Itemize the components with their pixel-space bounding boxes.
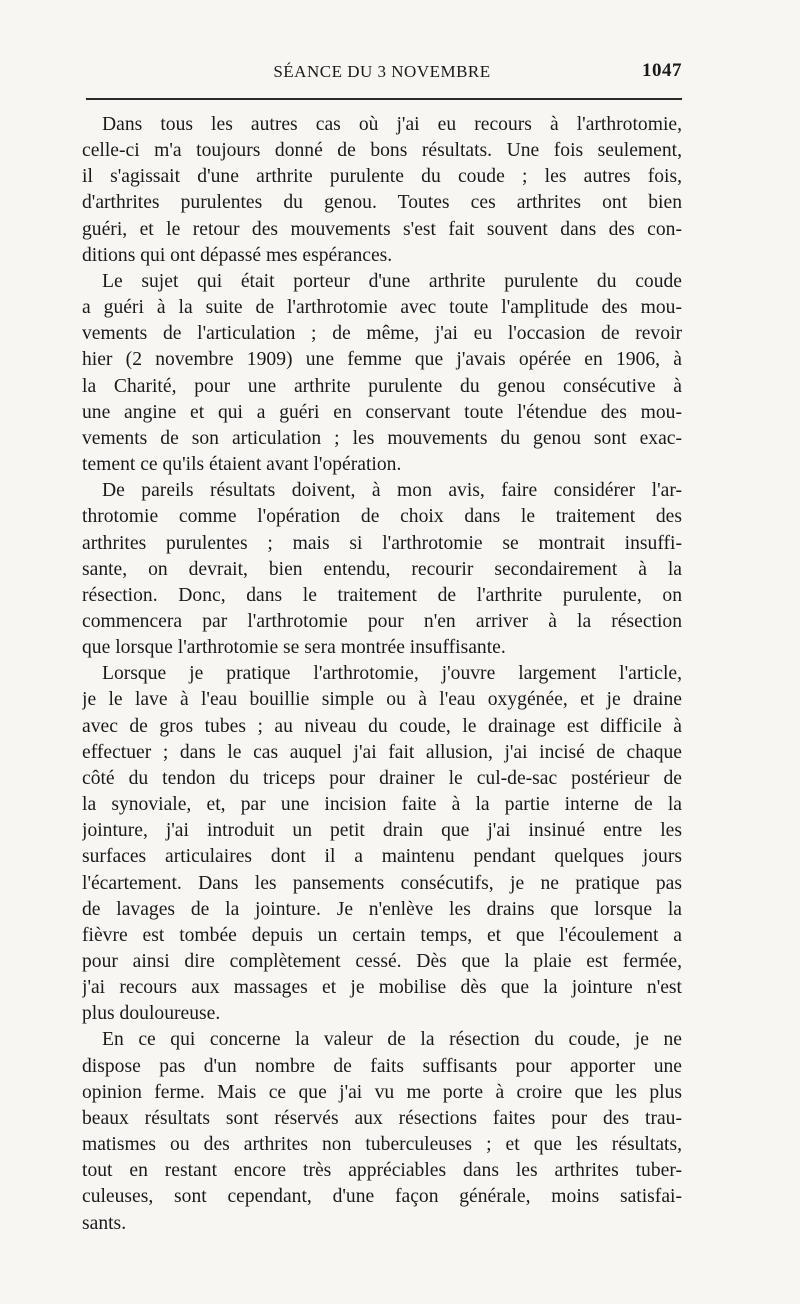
paragraph bbox=[82, 661, 682, 1027]
paragraph bbox=[82, 112, 682, 269]
text-line: matismes ou des arthrites non tuberculeuses ; et que les résultats, bbox=[82, 1134, 682, 1156]
text-line: arthrites purulentes ; mais si l'arthrotomie se montrait insuffi- bbox=[82, 532, 682, 554]
text-line: vements de son articulation ; les mouvements du genou sont exac- bbox=[82, 427, 682, 449]
text-line: résection. Donc, dans le traitement de l'arthrite purulente, on bbox=[82, 584, 682, 606]
text-line: côté du tendon du triceps pour drainer le cul-de-sac postérieur de bbox=[82, 767, 682, 789]
text-line: opinion ferme. Mais ce que j'ai vu me porte à croire que les plus bbox=[82, 1081, 682, 1103]
text-line: de lavages de la jointure. Je n'enlève les drains que lorsque la bbox=[82, 898, 682, 920]
text-line: Dans tous les autres cas où j'ai eu recours à l'arthrotomie, bbox=[102, 114, 682, 135]
text-line: vements de l'articulation ; de même, j'ai eu l'occasion de revoir bbox=[82, 323, 682, 345]
header-rule bbox=[86, 98, 682, 100]
text-line: fièvre est tombée depuis un certain temps, et que l'écoulement a bbox=[82, 924, 682, 946]
text-line: plus douloureuse. bbox=[82, 1003, 221, 1025]
paragraph bbox=[82, 269, 682, 478]
text-line: ditions qui ont dépassé mes espérances. bbox=[82, 244, 393, 266]
text-line: j'ai recours aux massages et je mobilise dès que la jointure n'est bbox=[82, 977, 682, 999]
text-line: De pareils résultats doivent, à mon avis, faire considérer l'ar- bbox=[102, 480, 682, 502]
body-text bbox=[82, 112, 682, 1237]
text-line: En ce qui concerne la valeur de la résection du coude, je ne bbox=[102, 1029, 682, 1051]
text-line: commencera par l'arthrotomie pour n'en arriver à la résection bbox=[82, 610, 682, 632]
text-line: l'écartement. Dans les pansements consécutifs, je ne pratique pas bbox=[82, 872, 682, 894]
text-line: d'arthrites purulentes du genou. Toutes ces arthrites ont bien bbox=[82, 192, 682, 214]
text-line: tout en restant encore très appréciables dans les arthrites tuber- bbox=[82, 1160, 682, 1182]
text-line: que lorsque l'arthrotomie se sera montrée insuffisante. bbox=[82, 637, 506, 659]
page-header bbox=[82, 60, 682, 86]
text-line: avec de gros tubes ; au niveau du coude, le drainage est difficile à bbox=[82, 715, 682, 737]
text-line: culeuses, sont cependant, d'une façon générale, moins satisfai- bbox=[82, 1186, 682, 1208]
text-line: la synoviale, et, par une incision faite à la partie interne de la bbox=[82, 794, 682, 816]
text-line: tement ce qu'ils étaient avant l'opération. bbox=[82, 454, 402, 476]
text-line: guéri, et le retour des mouvements s'est fait souvent dans des con- bbox=[82, 218, 682, 240]
text-line: dispose pas d'un nombre de faits suffisants pour apporter une bbox=[82, 1055, 682, 1077]
text-line: sants. bbox=[82, 1212, 127, 1234]
text-line: Lorsque je pratique l'arthrotomie, j'ouvre largement l'article, bbox=[102, 663, 682, 685]
text-line: il s'agissait d'une arthrite purulente du coude ; les autres fois, bbox=[82, 166, 682, 188]
text-line: throtomie comme l'opération de choix dans le traitement des bbox=[82, 506, 682, 528]
paragraph bbox=[82, 478, 682, 661]
text-line: pour ainsi dire complètement cessé. Dès que la plaie est fermée, bbox=[82, 951, 682, 972]
text-line: celle-ci m'a toujours donné de bons résultats. Une fois seulement, bbox=[82, 140, 682, 162]
text-line: une angine et qui a guéri en conservant toute l'étendue des mou- bbox=[82, 401, 682, 423]
text-line: jointure, j'ai introduit un petit drain que j'ai insinué entre les bbox=[82, 820, 682, 842]
page-number: 1047 bbox=[642, 60, 682, 81]
text-line: effectuer ; dans le cas auquel j'ai fait allusion, j'ai incisé de chaque bbox=[82, 741, 682, 763]
text-line: beaux résultats sont réservés aux résections faites pour des trau- bbox=[82, 1107, 682, 1129]
text-line: sante, on devrait, bien entendu, recourir secondairement à la bbox=[82, 558, 682, 580]
text-line: Le sujet qui était porteur d'une arthrite purulente du coude bbox=[102, 270, 682, 292]
text-line: a guéri à la suite de l'arthrotomie avec toute l'amplitude des mou- bbox=[82, 297, 682, 319]
text-line: je le lave à l'eau bouillie simple ou à l'eau oxygénée, et je draine bbox=[82, 689, 682, 711]
running-title: SÉANCE DU 3 NOVEMBRE bbox=[273, 62, 491, 81]
text-line: surfaces articulaires dont il a maintenu pendant quelques jours bbox=[82, 846, 682, 868]
paragraph bbox=[82, 1027, 682, 1236]
text-line: hier (2 novembre 1909) une femme que j'avais opérée en 1906, à bbox=[82, 349, 682, 371]
text-line: la Charité, pour une arthrite purulente du genou consécutive à bbox=[82, 375, 682, 397]
